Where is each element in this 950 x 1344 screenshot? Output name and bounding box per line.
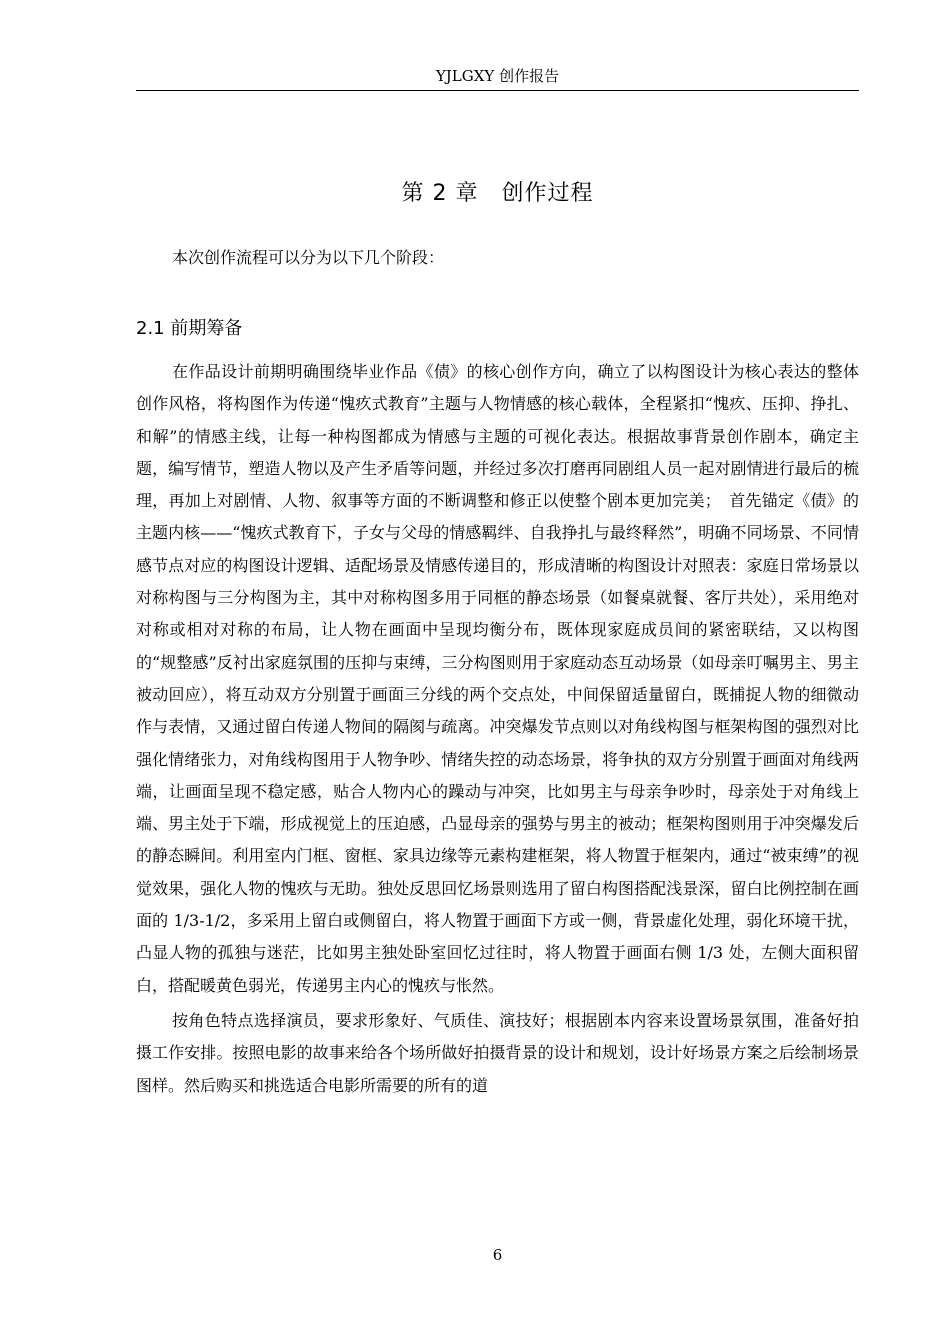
header-divider <box>136 90 859 91</box>
body-paragraph-2: 按角色特点选择演员，要求形象好、气质佳、演技好；根据剧本内容来设置场景氛围，准备好拍摄工作安排。按照电影的故事来给各个场所做好拍摄背景的设计和规划，设计好场景方案之后绘制场景图样。然后购买和挑选适合电影所需要的所有的道 <box>136 1010 859 1095</box>
page-header: YJLGXY 创作报告 <box>435 67 560 85</box>
body-paragraph-1: 在作品设计前期明确围绕毕业作品《债》的核心创作方向，确立了以构图设计为核心表达的整体创作风格，将构图作为传递“愧疚式教育”主题与人物情感的核心载体，全程紧扣“愧疚、压抑、挣扎、和解”的情感主线，让每一种构图都成为情感与主题的可视化表达。根据故事背景创作剧本，确定主题，编写情节，塑造人物以及产生矛盾等问题，并经过多次打磨再同剧组人员一起对剧情进行最后的梳理，再加上对剧情、人物、叙事等方面的不断调整和修正以使整个剧本更加完美； 首先锚定《债》的主题内核——“愧疚式教育下，子女与父母的情感羁绊、自我挣扎与最终释然”，明确不同场景、不同情感节点对应的构图设计逻辑、适配场景及情感传递目的，形成清晰的构图设计对照表：家庭日常场景以对称构图与三分构图为主，其中对称构图多用于同框的静态场景（如餐桌就餐、客厅共处），采用绝对对称或相对对称的布局，让人物在画面中呈现均衡分布，既体现家庭成员间的紧密联结，又以构图的“规整感”反衬出家庭氛围的压抑与束缚，三分构图则用于家庭动态互动场景（如母亲叮嘱男主、男主被动回应），将互动双方分别置于画面三分线的两个交点处，中间保留适量留白，既捕捉人物的细微动作与表情，又通过留白传递人物间的隔阂与疏离。冲突爆发节点则以对角线构图与框架构图的强烈对比强化情绪张力，对角线构图用于人物争吵、情绪失控的动态场景，将争执的双方分别置于画面对角线两端，让画面呈现不稳定感，贴合人物内心的躁动与冲突，比如男主与母亲争吵时，母亲处于对角线上端、男主处于下端，形成视觉上的压迫感，凸显母亲的强势与男主的被动；框架构图则用于冲突爆发后的静态瞬间。利用室内门框、窗框、家具边缘等元素构建框架，将人物置于框架内，通过“被束缚”的视觉效果，强化人物的愧疚与无助。独处反思回忆场景则选用了留白构图搭配浅景深，留白比例控制在画面的 1/3-1/2，多采用上留白或侧留白，将人物置于画面下方或一侧，背景虚化处理，弱化环境干扰，凸显人物的孤独与迷茫，比如男主独处卧室回忆过往时，将人物置于画面右侧 1/3 处，左侧大面积留白，搭配暖黄色弱光，传递男主内心的愧疚与怅然。 <box>136 362 859 995</box>
section-body <box>136 356 859 1105</box>
chapter-title: 第 2 章 创作过程 <box>401 181 594 206</box>
page-number: 6 <box>492 1246 503 1264</box>
intro-paragraph: 本次创作流程可以分为以下几个阶段： <box>172 248 445 267</box>
section-heading: 2.1 前期筹备 <box>136 318 243 339</box>
